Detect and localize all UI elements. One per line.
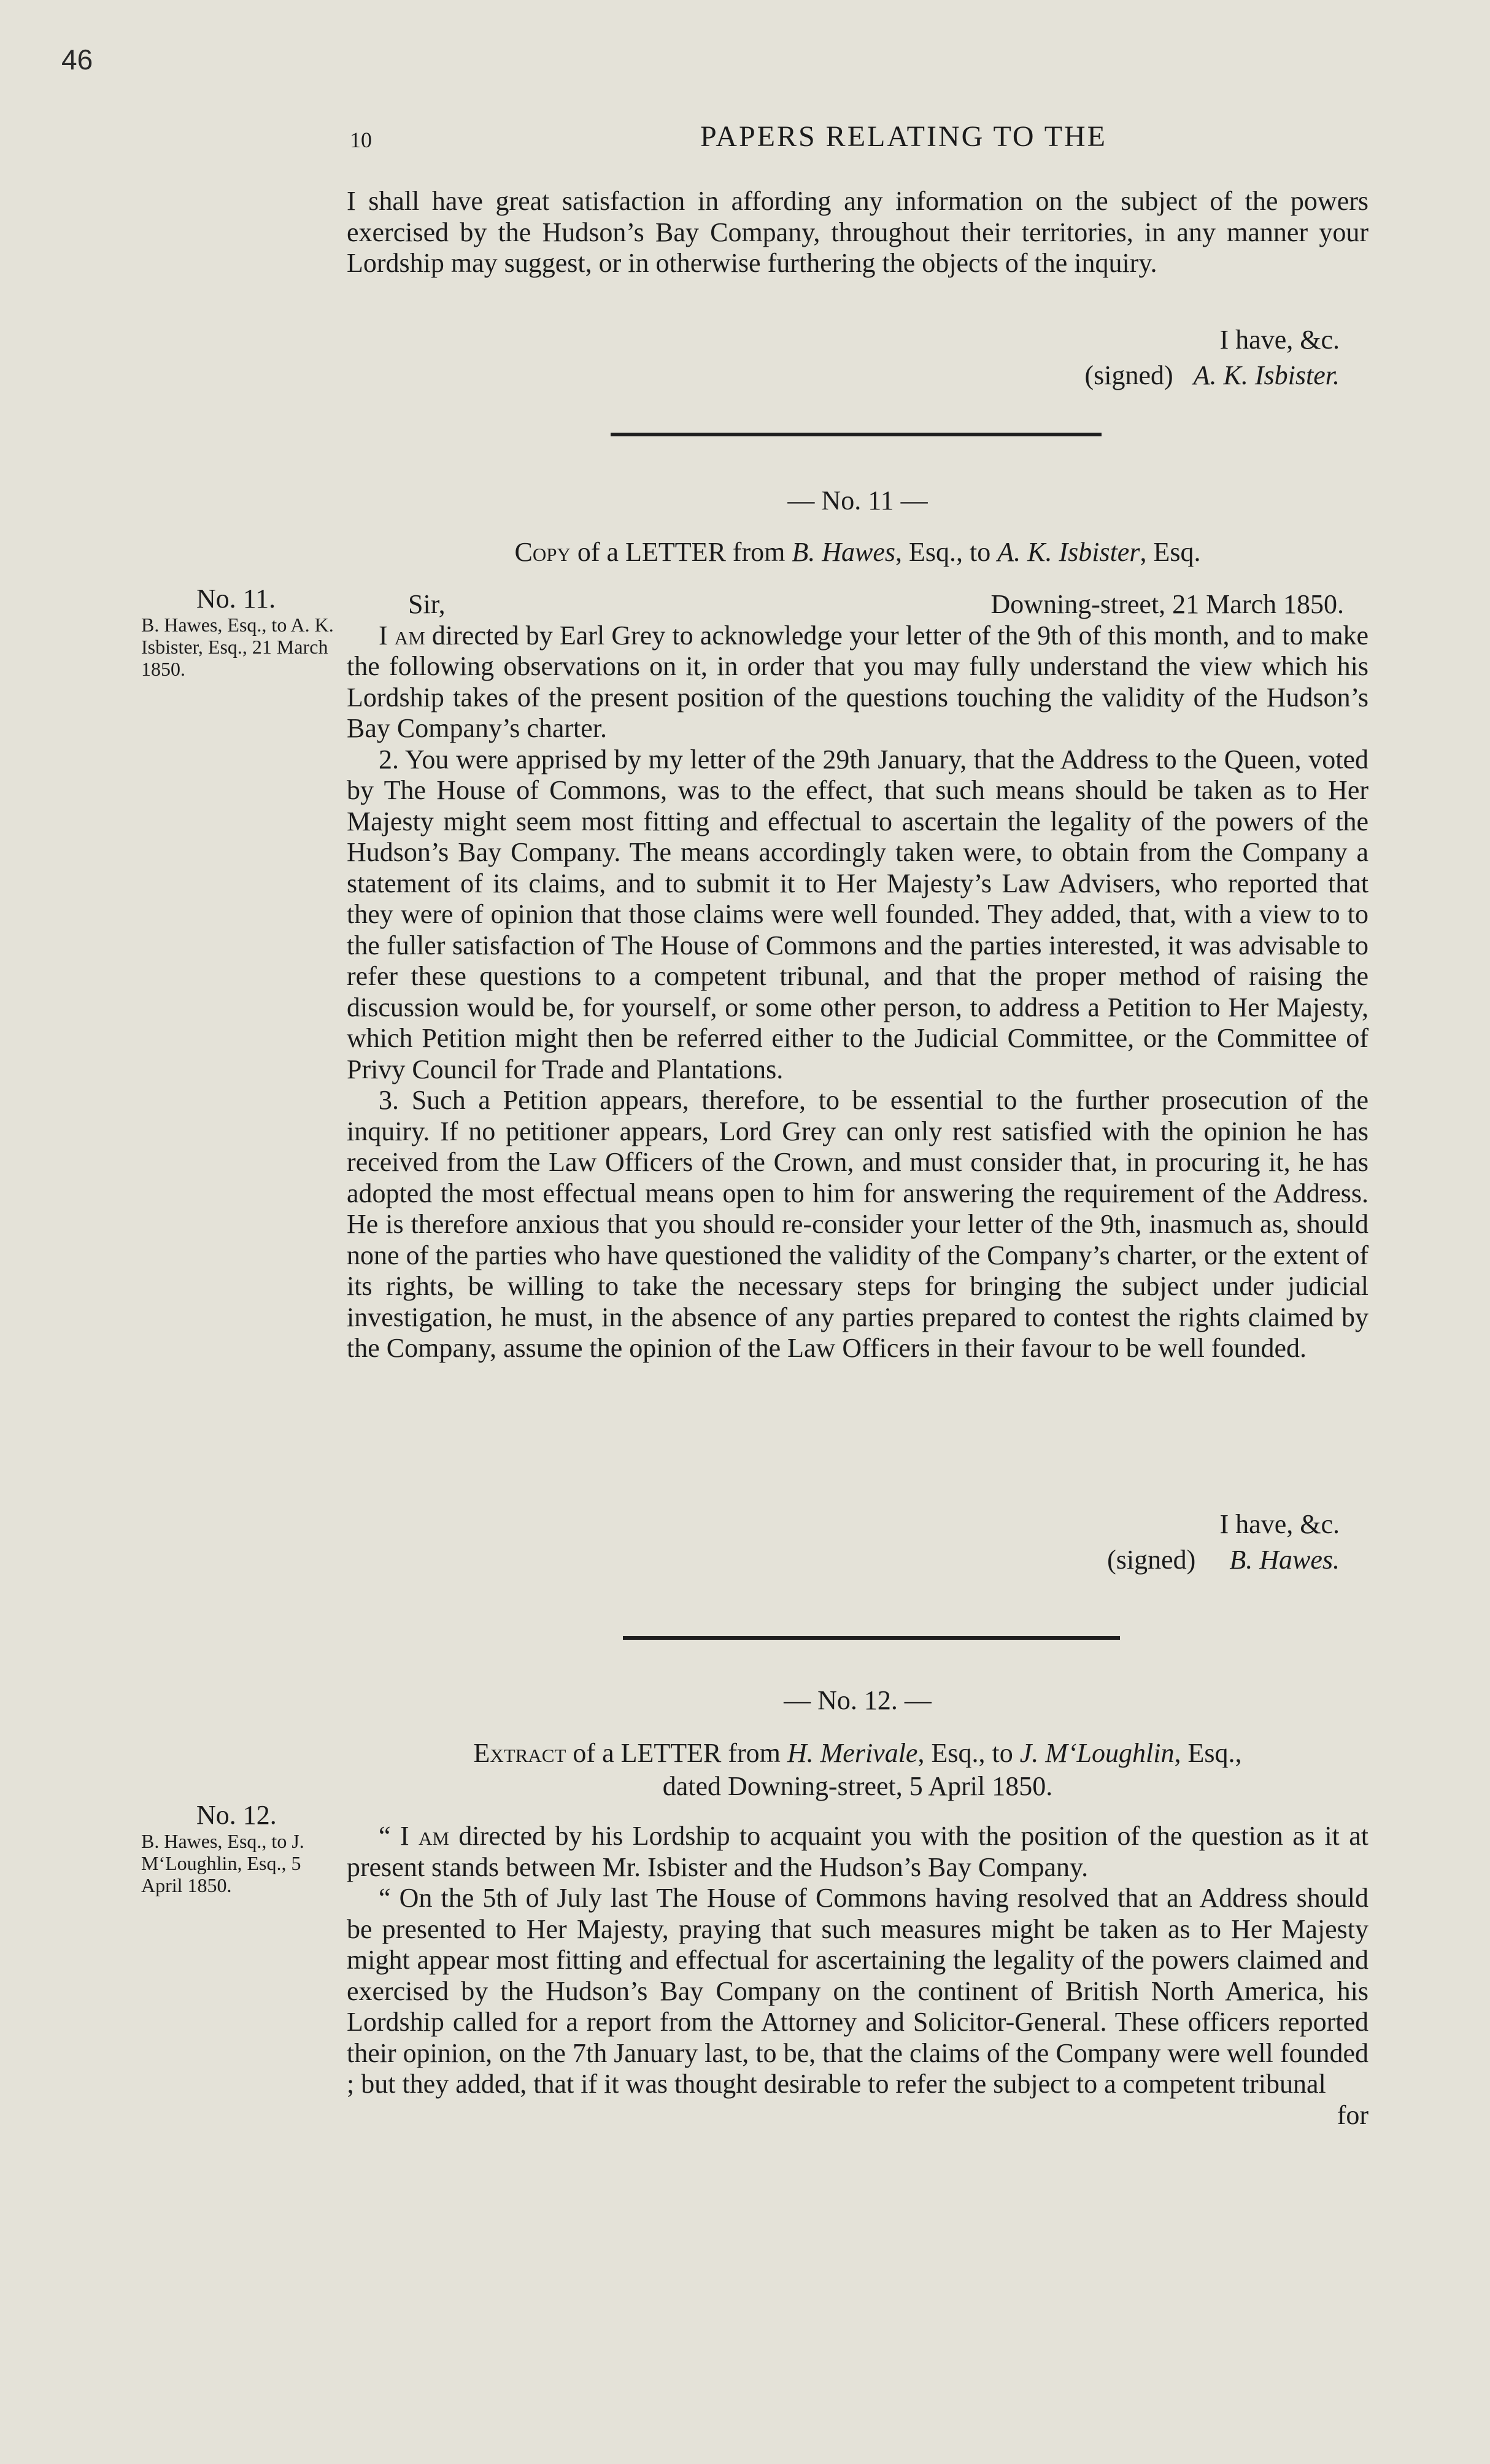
heading-from: H. Merivale <box>787 1738 918 1768</box>
heading-text: , Esq., to <box>917 1738 1020 1768</box>
heading-to: J. M‘Loughlin <box>1019 1738 1175 1768</box>
heading-from: B. Hawes <box>792 537 895 567</box>
sign-off-1 <box>347 322 1340 393</box>
paragraph-1 <box>347 620 1368 744</box>
heading-text: of a LETTER from <box>570 537 792 567</box>
running-head <box>350 120 1365 163</box>
signed-label: (signed) <box>1107 1545 1196 1575</box>
doc-11-sign-off <box>347 1507 1340 1578</box>
para-text: directed by Earl Grey to acknowledge your letter of the 9th of this month, and to make the following observations on it, in order that you may fully understand the view which his Lordship takes of the present position of the questions touching the validity of the Hudson’s Bay Company’s charter. <box>347 620 1368 743</box>
para-opening: am <box>419 1821 449 1851</box>
running-head-title: PAPERS RELATING TO THE <box>700 120 1107 153</box>
salutation: Sir, <box>408 589 446 619</box>
heading-copy: Copy <box>514 537 571 567</box>
section-divider <box>623 1636 1120 1640</box>
heading-text: , Esq., <box>1174 1738 1242 1768</box>
doc-11-heading <box>347 536 1368 569</box>
signatory-name: B. Hawes. <box>1229 1545 1340 1575</box>
doc-11-number: — No. 11 — <box>787 485 928 516</box>
margin-text: B. Hawes, Esq., to A. K. Isbister, Esq., 21 March 1850. <box>141 614 334 680</box>
doc-12-body <box>347 1821 1368 2131</box>
para-opening: I am <box>379 620 425 651</box>
heading-text: , Esq., to <box>895 537 998 567</box>
margin-number: No. 12. <box>196 1800 277 1830</box>
section-divider <box>611 433 1102 436</box>
paragraph-2: 2. You were apprised by my letter of the 29th January, that the Address to the Queen, voted by The House of Commons, was to the effect, that such means should be taken as to Her Majesty might seem most fitting and effectual to ascertain the legality of the powers of the Hudson’s Bay Company. The means accordingly taken were, to obtain from the Company a statement of its claims, and to submit it to Her Majesty’s Law Advisers, who reported that they were of opinion that those claims were well founded. They added, that, with a view to to the fuller satisfaction of The House of Commons and the parties interested, it was advisable to refer these questions to a competent tribunal, and that the proper method of raising the discussion would be, for yourself, or some other person, to address a Petition to Her Majesty, which Petition might then be referred either to the Judicial Committee, or the Committee of Privy Council for Trade and Plantations. <box>347 744 1368 1084</box>
page-number: 46 <box>61 44 93 75</box>
intro-paragraph <box>347 186 1368 279</box>
signature-line <box>347 1542 1340 1578</box>
signed-label: (signed) <box>1084 360 1173 390</box>
doc-12-margin-note <box>141 1800 344 1896</box>
running-head-page: 10 <box>350 128 372 152</box>
heading-extract: Extract <box>473 1738 566 1768</box>
paragraph-3: 3. Such a Petition appears, therefore, to be essential to the further prosecution of the inquiry. If no petitioner appears, Lord Grey can only rest satisfied with the opinion he has received from the Law Officers of the Crown, and must consider that, in procuring it, he has adopted the most effectual means open to him for answering the requirement of the Address. He is therefore anxious that you should re-consider your letter of the 9th, inasmuch as, should none of the parties who have questioned the validity of the Company’s charter, or the extent of its rights, be willing to take the necessary steps for bringing the subject under judicial investigation, he must, in the absence of any parties prepared to contest the rights claimed by the Company, assume the opinion of the Law Officers in their favour to be well founded. <box>347 1085 1368 1363</box>
intro-text: I shall have great satisfaction in affording any information on the subject of the powers exercised by the Hudson’s Bay Company, throughout their territories, in any manner your Lordship may suggest, or in otherwise furthering the objects of the inquiry. <box>347 186 1368 278</box>
paragraph-1 <box>347 1821 1368 1883</box>
paragraph-2: “ On the 5th of July last The House of Commons having resolved that an Address should be presented to Her Majesty, praying that such measures might be taken as to Her Majesty might appear most fitting and effectual for ascertaining the legality of the powers claimed and exercised by the Hudson’s Bay Company on the continent of British North America, his Lordship called for a report from the Attorney and Solicitor-General. These officers reported their opinion, on the 7th January last, to be, that the claims of the Company were well founded ; but they added, that if it was thought desirable to refer the subject to a competent tribunal <box>347 1883 1368 2099</box>
heading-line-2: dated Downing-street, 5 April 1850. <box>662 1771 1053 1801</box>
signatory-name: A. K. Isbister. <box>1193 360 1340 390</box>
place-date: Downing-street, 21 March 1850. <box>990 589 1344 619</box>
salutation-line <box>347 589 1368 620</box>
heading-text: of a LETTER from <box>566 1738 787 1768</box>
doc-12-heading <box>347 1737 1368 1803</box>
doc-11-body <box>347 589 1368 1364</box>
para-quote: “ I <box>379 1821 419 1851</box>
catchword: for <box>1337 2099 1368 2130</box>
signature-line <box>347 358 1340 393</box>
heading-to: A. K. Isbister <box>997 537 1140 567</box>
para-text: directed by his Lordship to acquaint you with the position of the question as it at present stands between Mr. Isbister and the Hudson’s Bay Company. <box>347 1821 1368 1882</box>
doc-12-number: — No. 12. — <box>784 1685 932 1715</box>
margin-number: No. 11. <box>196 584 276 614</box>
closing: I have, &c. <box>1219 1509 1340 1539</box>
closing: I have, &c. <box>1219 325 1340 355</box>
margin-text: B. Hawes, Esq., to J. M‘Loughlin, Esq., 5 April 1850. <box>141 1830 304 1896</box>
heading-text: , Esq. <box>1140 537 1201 567</box>
heading-line-1 <box>347 1737 1368 1770</box>
doc-11-margin-note <box>141 584 344 680</box>
